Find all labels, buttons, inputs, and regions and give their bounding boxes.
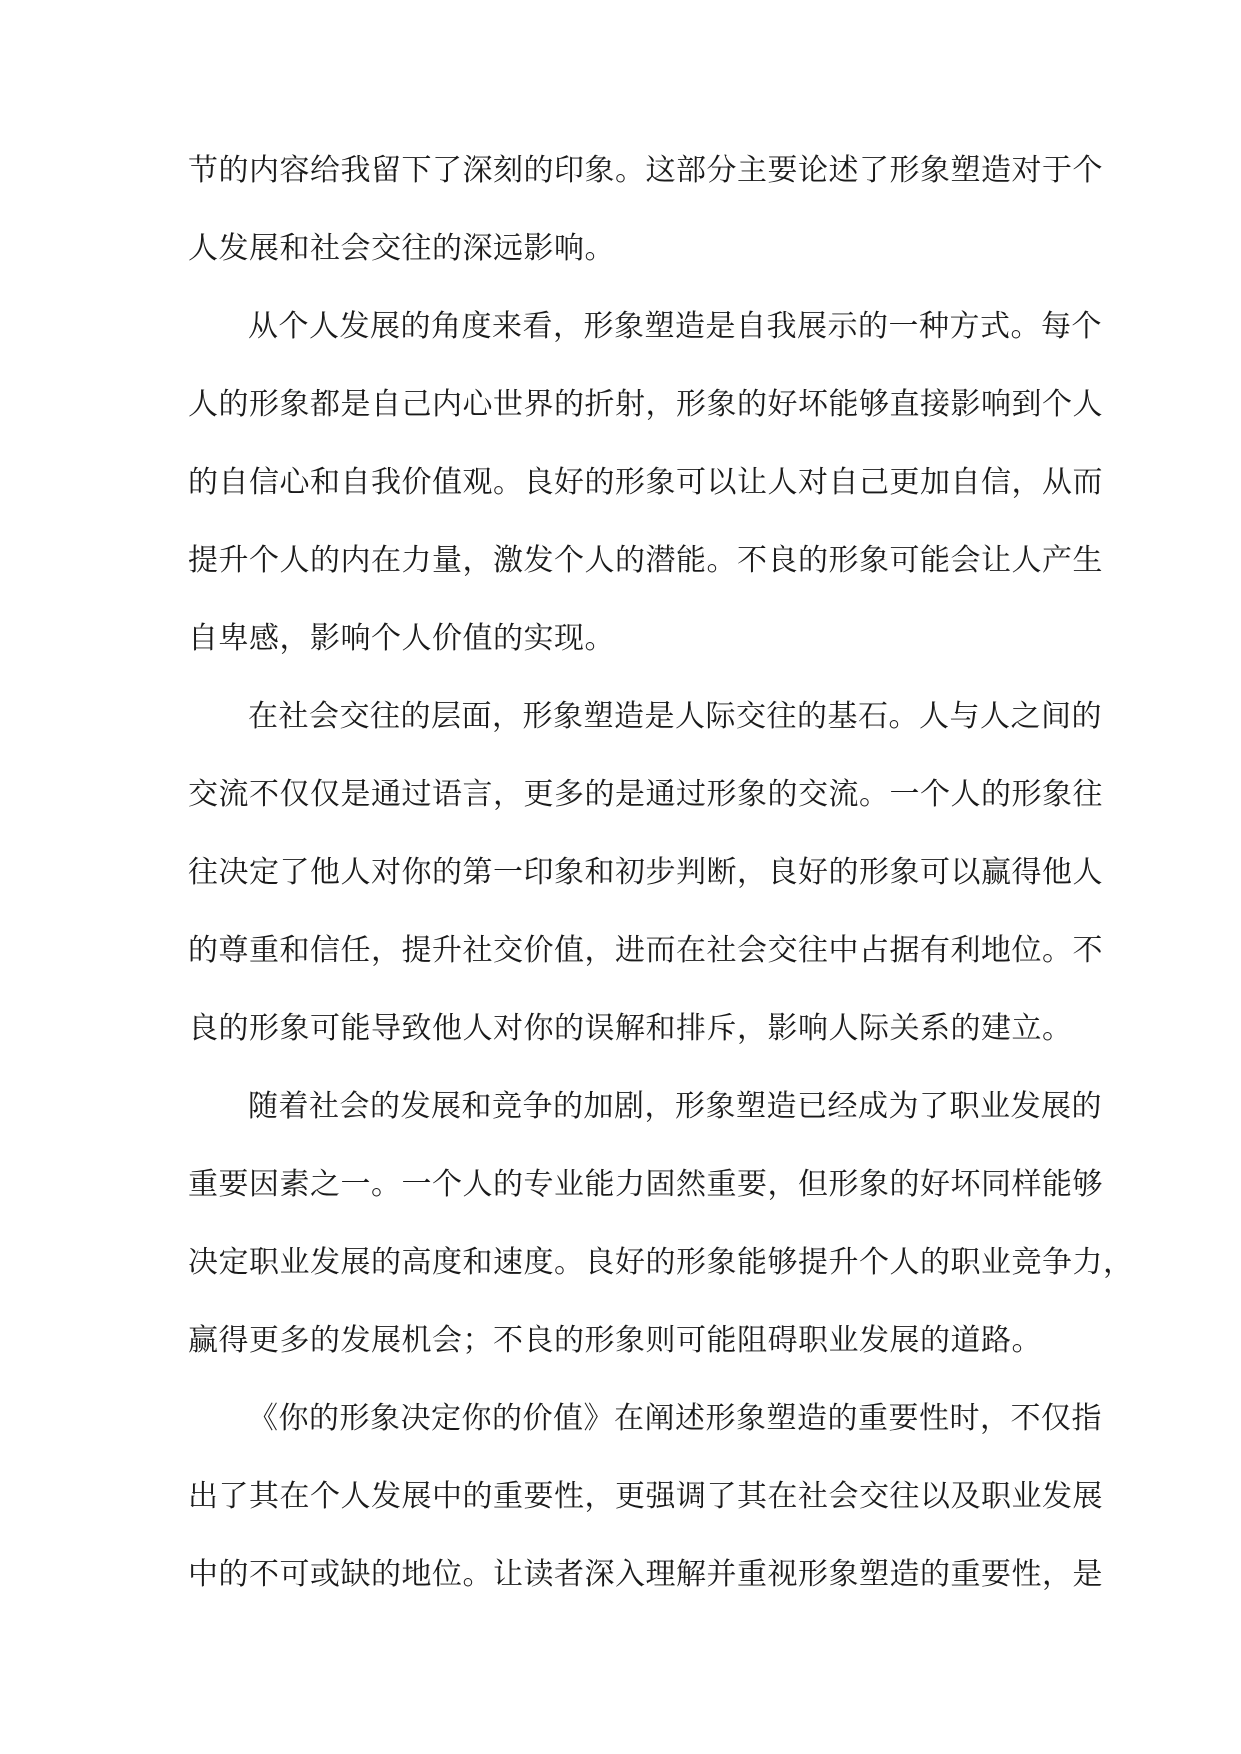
text-line: 重要因素之一。一个人的专业能力固然重要，但形象的好坏同样能够 — [188, 1167, 1103, 1202]
text-line: 提升个人的内在力量，激发个人的潜能。不良的形象可能会让人产生 — [188, 543, 1103, 578]
text-line: 《你的形象决定你的价值》在阐述形象塑造的重要性时，不仅指 — [248, 1401, 1102, 1436]
text-line: 节的内容给我留下了深刻的印象。这部分主要论述了形象塑造对于个 — [188, 153, 1103, 188]
text-line: 在社会交往的层面，形象塑造是人际交往的基石。人与人之间的 — [248, 699, 1102, 734]
text-line: 良的形象可能导致他人对你的误解和排斥，影响人际关系的建立。 — [188, 1011, 1073, 1046]
text-line: 往决定了他人对你的第一印象和初步判断，良好的形象可以赢得他人 — [188, 855, 1103, 890]
body-text — [188, 132, 1134, 1614]
text-line: 赢得更多的发展机会；不良的形象则可能阻碍职业发展的道路。 — [188, 1323, 1042, 1358]
text-line: 从个人发展的角度来看，形象塑造是自我展示的一种方式。每个 — [248, 309, 1102, 344]
text-line: 的尊重和信任，提升社交价值，进而在社会交往中占据有利地位。不 — [188, 933, 1103, 968]
text-line: 随着社会的发展和竞争的加剧，形象塑造已经成为了职业发展的 — [248, 1089, 1102, 1124]
text-line: 出了其在个人发展中的重要性，更强调了其在社会交往以及职业发展 — [188, 1479, 1103, 1514]
text-line: 交流不仅仅是通过语言，更多的是通过形象的交流。一个人的形象往 — [188, 777, 1103, 812]
text-line: 中的不可或缺的地位。让读者深入理解并重视形象塑造的重要性，是 — [188, 1557, 1103, 1592]
text-line: 人的形象都是自己内心世界的折射，形象的好坏能够直接影响到个人 — [188, 387, 1103, 422]
text-line: 人发展和社会交往的深远影响。 — [188, 231, 615, 266]
text-line: 决定职业发展的高度和速度。良好的形象能够提升个人的职业竞争力， — [188, 1245, 1134, 1280]
text-line: 自卑感，影响个人价值的实现。 — [188, 621, 615, 656]
text-line: 的自信心和自我价值观。良好的形象可以让人对自己更加自信，从而 — [188, 465, 1103, 500]
